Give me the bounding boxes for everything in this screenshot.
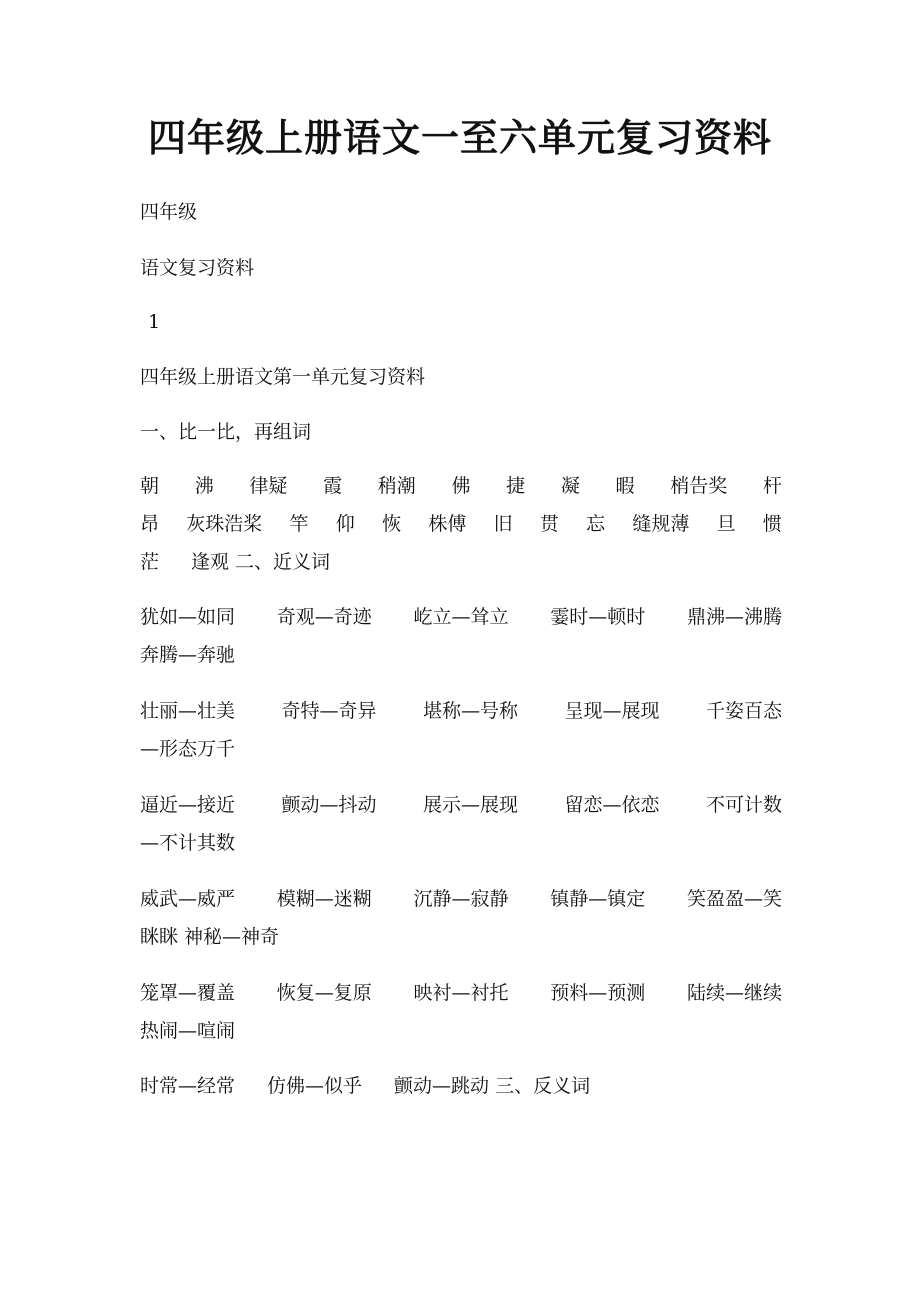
compare-word: 佛 [451,475,471,497]
synonym-pair: 恢复—复原 [276,982,372,1004]
synonym-pair: 时常—经常 [140,1075,236,1097]
synonym-pair: 笑盈盈—笑 [686,888,782,910]
synonym-pair: 逼近—接近 [140,794,236,816]
synonym-pair: 鼎沸—沸腾 [686,606,782,628]
synonym-pair: 奇观—奇迹 [276,606,372,628]
synonym-row-continued [140,730,782,768]
synonym-pair: 堪称—号称 [422,700,518,722]
synonym-row-continued [140,824,782,862]
synonym-pair: 不可计数 [705,794,782,816]
compare-word: 株傅 [428,513,467,535]
compare-word: 缝规薄 [632,513,690,535]
synonym-pair: 展示—展现 [422,794,518,816]
synonym-group [140,786,782,862]
synonym-pair: 奔腾—奔驰 [140,644,236,666]
compare-word: 仰 [335,513,355,535]
synonym-pair: 屹立—耸立 [413,606,509,628]
compare-word: 旧 [493,513,513,535]
synonym-row-continued [140,1012,782,1050]
synonym-pair: 眯眯 神秘—神奇 [140,926,280,948]
synonym-row [140,974,782,1012]
synonym-last-line [140,1067,782,1105]
synonym-pair: 呈现—展现 [564,700,660,722]
compare-word: 旦 [716,513,736,535]
cover-grade: 四年级 [140,201,198,223]
compare-word: 沸 [194,475,214,497]
synonym-group [140,598,782,674]
compare-word: 凝 [560,475,580,497]
synonym-pair: —形态万千 [140,738,236,760]
compare-word: 忘 [586,513,606,535]
compare-words-block [140,467,782,581]
synonym-row [140,880,782,918]
unit-heading: 四年级上册语文第一单元复习资料 [140,366,426,388]
synonym-group [140,880,782,956]
synonym-row [140,692,782,730]
synonym-row [140,786,782,824]
section-heading-compare: 一、比一比，再组词 [140,421,312,443]
synonym-pair: 颤动—抖动 [281,794,377,816]
synonym-group [140,974,782,1050]
synonym-pair: 预料—预测 [550,982,646,1004]
synonym-pair: 笼罩—覆盖 [140,982,236,1004]
compare-word: 灰珠浩桨 [186,513,263,535]
synonym-row [140,1067,782,1105]
synonym-pair: 奇特—奇异 [281,700,377,722]
compare-word: 惯 [762,513,782,535]
cover-subject: 语文复习资料 [140,257,255,279]
synonym-pair: 映衬—衬托 [413,982,509,1004]
compare-word: 恢 [382,513,402,535]
compare-word: 稍潮 [377,475,416,497]
compare-word: 竿 [289,513,309,535]
synonym-pair: 留恋—依恋 [564,794,660,816]
synonym-row-continued [140,636,782,674]
compare-word: 昂 [140,513,160,535]
synonym-pair: 沉静—寂静 [413,888,509,910]
compare-row [140,543,782,581]
synonym-pair: 威武—威严 [140,888,236,910]
page-number: 1 [148,311,161,333]
compare-word: 暇 [615,475,635,497]
compare-word: 霞 [323,475,343,497]
compare-row [140,505,782,543]
synonym-pair: 镇静—镇定 [550,888,646,910]
synonym-row [140,598,782,636]
compare-row [140,467,782,505]
compare-word: 朝 [140,475,160,497]
compare-word: 逢观 二、近义词 [191,551,331,573]
compare-word: 律疑 [249,475,288,497]
document-title: 四年级上册语文一至六单元复习资料 [147,115,772,160]
synonym-pair: 壮丽—壮美 [140,700,236,722]
synonym-pair: 陆续—继续 [686,982,782,1004]
synonym-pair: 千姿百态 [705,700,782,722]
compare-word: 茫 [140,551,160,573]
synonym-pair: 犹如—如同 [140,606,236,628]
synonym-pair: 模糊—迷糊 [276,888,372,910]
compare-word: 杆 [762,475,782,497]
synonym-pair: 仿佛—似乎 [267,1075,363,1097]
compare-word: 梢告奖 [670,475,728,497]
synonym-pair: —不计其数 [140,832,236,854]
synonym-pair: 霎时—顿时 [550,606,646,628]
synonym-row-continued [140,918,782,956]
synonym-group [140,692,782,768]
compare-word: 贯 [539,513,559,535]
compare-word: 捷 [506,475,526,497]
synonym-pair: 热闹—喧闹 [140,1020,236,1042]
synonym-pair: 颤动—跳动 三、反义词 [394,1075,591,1097]
